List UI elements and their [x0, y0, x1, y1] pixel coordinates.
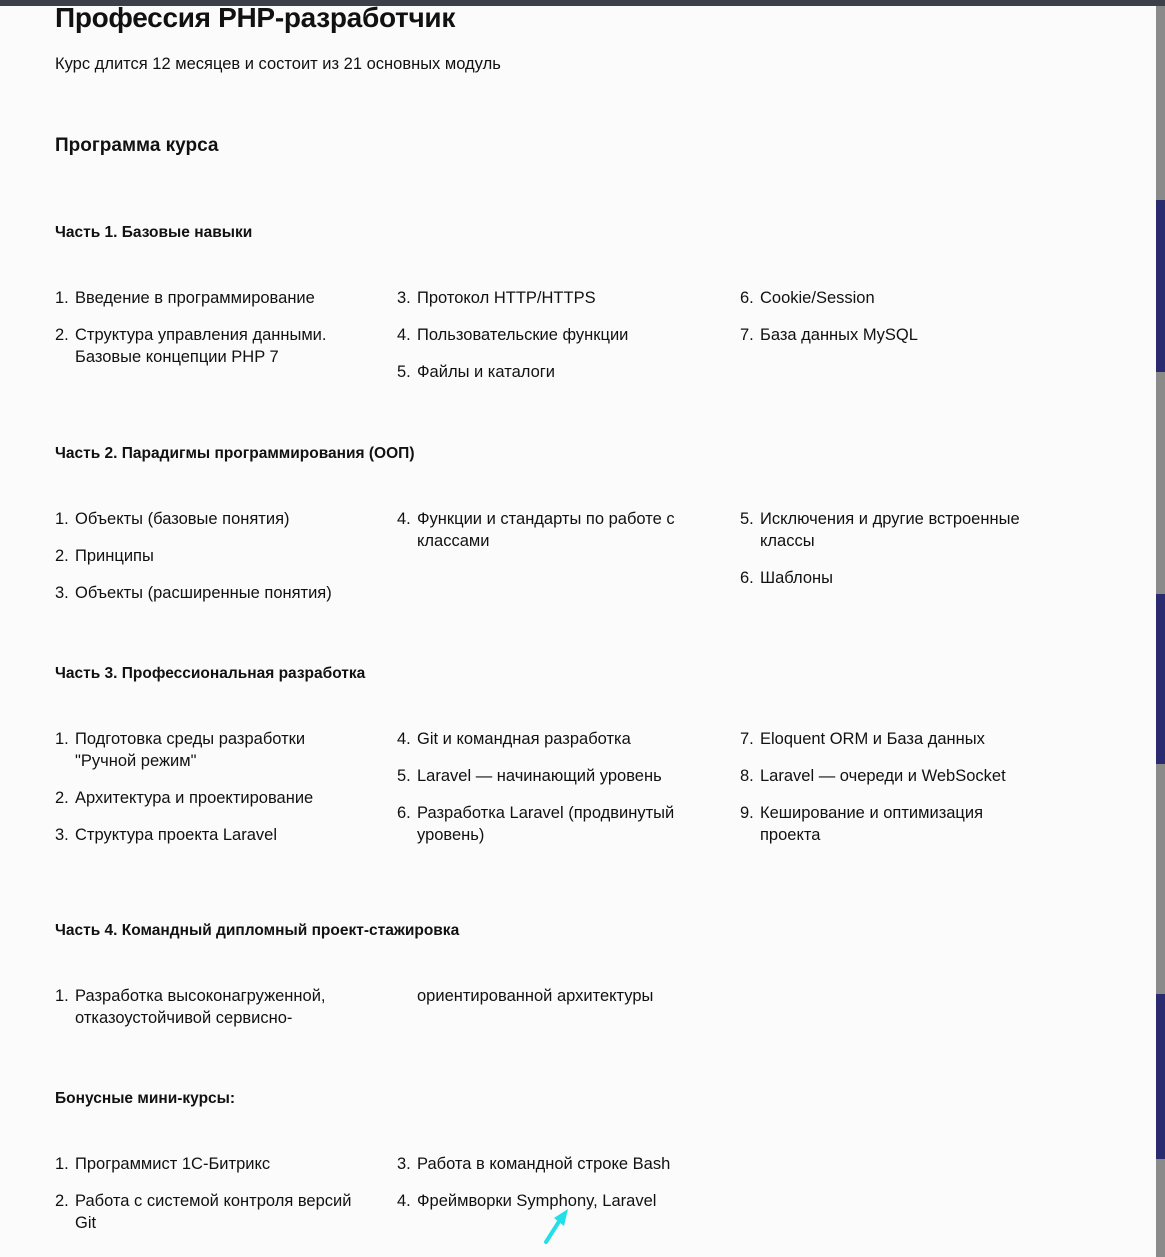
module-title: Разработка высоконагруженной, отказоустойчивой сервисно- — [75, 987, 326, 1027]
module-number: 1. — [55, 1155, 69, 1173]
module-column — [397, 728, 697, 861]
module-title: Структура управления данными. Базовые концепции PHP 7 — [75, 326, 327, 366]
module-column — [740, 508, 1040, 604]
module-number: 4. — [397, 1192, 411, 1210]
module-title: Laravel — начинающий уровень — [417, 767, 662, 785]
module-title: Архитектура и проектирование — [75, 789, 314, 807]
module-number — [397, 985, 417, 1007]
module-number: 8. — [740, 767, 754, 785]
module-item — [55, 287, 355, 309]
module-item — [740, 287, 1040, 309]
module-column — [55, 728, 355, 861]
module-item — [55, 1153, 355, 1175]
module-number: 2. — [55, 326, 69, 344]
program-heading: Программа курса — [55, 135, 219, 156]
module-title: Разработка Laravel (продвинутый уровень) — [417, 804, 675, 844]
module-column — [55, 287, 355, 383]
module-number: 6. — [397, 804, 411, 822]
module-item — [55, 545, 355, 567]
right-edge-scrollbar[interactable] — [1156, 6, 1165, 1257]
module-item — [740, 728, 1040, 750]
module-title: Объекты (расширенные понятия) — [75, 584, 332, 602]
module-item — [55, 508, 355, 530]
module-title: ориентированной архитектуры — [417, 987, 654, 1005]
module-title: Шаблоны — [760, 569, 833, 587]
module-item — [740, 765, 1040, 787]
module-number: 5. — [397, 363, 411, 381]
module-title: Eloquent ORM и База данных — [760, 730, 985, 748]
module-item — [740, 324, 1040, 346]
module-item — [55, 985, 355, 1029]
scroll-edge-segment — [1156, 594, 1165, 764]
module-item — [397, 1153, 697, 1175]
scroll-edge-segment — [1156, 200, 1165, 372]
module-number: 2. — [55, 789, 69, 807]
module-title: Функции и стандарты по работе с классами — [417, 510, 675, 550]
module-title: Программист 1С-Битрикс — [75, 1155, 271, 1173]
part-title: Часть 1. Базовые навыки — [55, 224, 253, 241]
module-title: Принципы — [75, 547, 154, 565]
module-title: Объекты (базовые понятия) — [75, 510, 290, 528]
module-number: 4. — [397, 510, 411, 528]
module-number: 2. — [55, 547, 69, 565]
module-number: 7. — [740, 730, 754, 748]
module-number: 3. — [397, 289, 411, 307]
module-title: Работа в командной строке Bash — [417, 1155, 671, 1173]
module-title: Cookie/Session — [760, 289, 875, 307]
module-title: Пользовательские функции — [417, 326, 629, 344]
module-number: 6. — [740, 289, 754, 307]
module-column — [55, 1153, 355, 1249]
module-number: 7. — [740, 326, 754, 344]
module-title: Исключения и другие встроенные классы — [760, 510, 1020, 550]
module-number: 4. — [397, 326, 411, 344]
module-column — [397, 985, 697, 1022]
module-title: Git и командная разработка — [417, 730, 631, 748]
module-item — [740, 802, 1040, 846]
module-number: 5. — [740, 510, 754, 528]
module-number: 4. — [397, 730, 411, 748]
module-title: Фреймворки Symphony, Laravel — [417, 1192, 657, 1210]
part-title: Бонусные мини-курсы: — [55, 1090, 236, 1107]
part-title: Часть 3. Профессиональная разработка — [55, 665, 366, 682]
module-number: 2. — [55, 1192, 69, 1210]
module-title: Подготовка среды разработки "Ручной режим" — [75, 730, 306, 770]
module-column — [397, 508, 697, 567]
module-number: 6. — [740, 569, 754, 587]
module-number: 1. — [55, 289, 69, 307]
module-title: Laravel — очереди и WebSocket — [760, 767, 1006, 785]
module-item — [397, 802, 697, 846]
module-item — [397, 324, 697, 346]
page-title: Профессия PHP-разработчик — [55, 2, 456, 33]
module-item — [397, 728, 697, 750]
module-title: База данных MySQL — [760, 326, 918, 344]
module-item — [740, 508, 1040, 552]
module-item — [55, 324, 355, 368]
module-item — [397, 508, 697, 552]
module-title: Файлы и каталоги — [417, 363, 555, 381]
arrow-cursor-icon — [540, 1206, 570, 1246]
module-number: 1. — [55, 987, 69, 1005]
module-title: Введение в программирование — [75, 289, 315, 307]
module-column — [740, 287, 1040, 361]
module-title: Структура проекта Laravel — [75, 826, 277, 844]
module-number: 1. — [55, 730, 69, 748]
module-item — [55, 728, 355, 772]
module-title: Кеширование и оптимизация проекта — [760, 804, 984, 844]
module-number: 3. — [55, 826, 69, 844]
module-column — [740, 728, 1040, 861]
module-item — [397, 287, 697, 309]
scroll-edge-segment — [1156, 994, 1165, 1159]
module-item — [55, 582, 355, 604]
module-column — [55, 985, 355, 1044]
module-number: 3. — [55, 584, 69, 602]
part-title: Часть 2. Парадигмы программирования (ООП) — [55, 445, 415, 462]
module-number: 1. — [55, 510, 69, 528]
module-item — [397, 985, 697, 1007]
module-item — [55, 1190, 355, 1234]
module-number: 9. — [740, 804, 754, 822]
module-column — [55, 508, 355, 619]
module-item — [55, 824, 355, 846]
part-title: Часть 4. Командный дипломный проект-стажировка — [55, 922, 460, 939]
course-duration-text: Курс длится 12 месяцев и состоит из 21 основных модуль — [55, 55, 501, 73]
module-number: 3. — [397, 1155, 411, 1173]
module-item — [397, 361, 697, 383]
module-item — [55, 787, 355, 809]
module-item — [740, 567, 1040, 589]
module-item — [397, 765, 697, 787]
module-column — [397, 287, 697, 398]
module-number: 5. — [397, 767, 411, 785]
module-title: Работа с системой контроля версий Git — [75, 1192, 352, 1232]
module-title: Протокол HTTP/HTTPS — [417, 289, 596, 307]
